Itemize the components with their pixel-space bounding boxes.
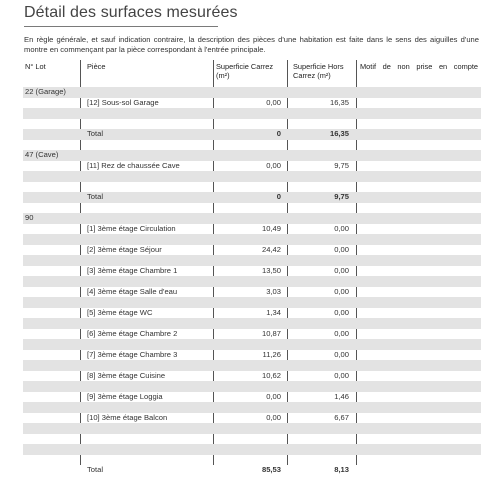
table-row xyxy=(23,213,481,224)
hors-carrez-cell: 0,00 xyxy=(334,307,349,317)
table-row xyxy=(23,402,481,413)
carrez-cell: 13,50 xyxy=(261,265,281,275)
hors-carrez-cell: 0,00 xyxy=(334,265,349,275)
piece-cell: [8] 3ème étage Cuisine xyxy=(87,370,166,380)
table-row xyxy=(23,297,481,308)
hors-carrez-cell: 9,75 xyxy=(334,160,349,170)
intro-paragraph: En règle générale, et sauf indication contraire, la description des pièces d'une habitation est faite dans le sens des aiguilles d'une montre en commençant par la pièce correspondant à l'entrée principale. xyxy=(24,35,479,54)
carrez-cell: 0,00 xyxy=(266,97,281,107)
piece-cell: [1] 3ème étage Circulation xyxy=(87,223,176,233)
hors-carrez-cell: 16,35 xyxy=(329,97,349,107)
piece-cell: Total xyxy=(87,129,104,138)
table-row xyxy=(23,119,481,130)
hors-carrez-cell: 9,75 xyxy=(334,192,349,201)
header-carrez: Superficie Carrez (m²) xyxy=(216,62,274,80)
table-row xyxy=(23,392,481,403)
table-row xyxy=(23,350,481,361)
surfaces-table xyxy=(23,60,481,476)
lot-cell: 47 (Cave) xyxy=(25,150,59,159)
carrez-cell: 0 xyxy=(276,192,281,201)
hors-carrez-cell: 0,00 xyxy=(334,244,349,254)
header-piece: Pièce xyxy=(87,62,106,71)
piece-cell: [12] Sous-sol Garage xyxy=(87,97,159,107)
header-motif: Motif de non prise en compte xyxy=(360,62,478,71)
carrez-cell: 1,34 xyxy=(266,307,281,317)
hors-carrez-cell: 6,67 xyxy=(334,412,349,422)
table-row xyxy=(23,234,481,245)
piece-cell: [4] 3ème étage Salle d'eau xyxy=(87,286,178,296)
carrez-cell: 0,00 xyxy=(266,160,281,170)
total-row xyxy=(23,465,481,476)
table-row xyxy=(23,308,481,319)
total-row xyxy=(23,192,481,203)
table-row xyxy=(23,266,481,277)
header-lot: N° Lot xyxy=(25,62,46,71)
piece-cell: [9] 3ème étage Loggia xyxy=(87,391,163,401)
hors-carrez-cell: 1,46 xyxy=(334,391,349,401)
table-row xyxy=(23,276,481,287)
carrez-cell: 10,62 xyxy=(261,370,281,380)
piece-cell: [3] 3ème étage Chambre 1 xyxy=(87,265,178,275)
carrez-cell: 85,53 xyxy=(261,465,281,474)
table-row xyxy=(23,224,481,235)
piece-cell: Total xyxy=(87,465,104,474)
hors-carrez-cell: 0,00 xyxy=(334,328,349,338)
table-row xyxy=(23,203,481,214)
table-row xyxy=(23,245,481,256)
table-row xyxy=(23,413,481,424)
table-body xyxy=(23,87,481,476)
piece-cell: [7] 3ème étage Chambre 3 xyxy=(87,349,178,359)
carrez-cell: 10,49 xyxy=(261,223,281,233)
table-row xyxy=(23,423,481,434)
hors-carrez-cell: 0,00 xyxy=(334,349,349,359)
table-row xyxy=(23,434,481,445)
table-row xyxy=(23,150,481,161)
piece-cell: [11] Rez de chaussée Cave xyxy=(87,160,180,170)
table-row xyxy=(23,287,481,298)
table-row xyxy=(23,444,481,455)
hors-carrez-cell: 8,13 xyxy=(334,465,349,474)
hors-carrez-cell: 16,35 xyxy=(329,129,349,138)
piece-cell: Total xyxy=(87,192,104,201)
table-row xyxy=(23,339,481,350)
hors-carrez-cell: 0,00 xyxy=(334,370,349,380)
carrez-cell: 10,87 xyxy=(261,328,281,338)
piece-cell: [6] 3ème étage Chambre 2 xyxy=(87,328,178,338)
table-row xyxy=(23,255,481,266)
total-row xyxy=(23,129,481,140)
table-header xyxy=(23,60,481,87)
carrez-cell: 0,00 xyxy=(266,391,281,401)
carrez-cell: 0,00 xyxy=(266,412,281,422)
table-row xyxy=(23,329,481,340)
hors-carrez-cell: 0,00 xyxy=(334,286,349,296)
carrez-cell: 0 xyxy=(276,129,281,138)
table-row xyxy=(23,371,481,382)
table-row xyxy=(23,140,481,151)
carrez-cell: 3,03 xyxy=(266,286,281,296)
piece-cell: [10] 3ème étage Balcon xyxy=(87,412,168,422)
carrez-cell: 11,26 xyxy=(262,349,281,359)
hors-carrez-cell: 0,00 xyxy=(334,223,349,233)
table-row xyxy=(23,182,481,193)
table-row xyxy=(23,318,481,329)
table-row xyxy=(23,171,481,182)
lot-cell: 90 xyxy=(25,213,34,222)
table-row xyxy=(23,161,481,172)
title-underline xyxy=(24,26,218,27)
piece-cell: [2] 3ème étage Séjour xyxy=(87,244,162,254)
table-row xyxy=(23,381,481,392)
table-row xyxy=(23,98,481,109)
lot-cell: 22 (Garage) xyxy=(25,87,66,96)
header-hors-carrez: Superficie Hors Carrez (m²) xyxy=(293,62,344,80)
table-row xyxy=(23,455,481,466)
table-row xyxy=(23,87,481,98)
piece-cell: [5] 3ème étage WC xyxy=(87,307,153,317)
carrez-cell: 24,42 xyxy=(261,244,281,254)
page-title: Détail des surfaces mesurées xyxy=(24,4,238,21)
table-row xyxy=(23,108,481,119)
table-row xyxy=(23,360,481,371)
